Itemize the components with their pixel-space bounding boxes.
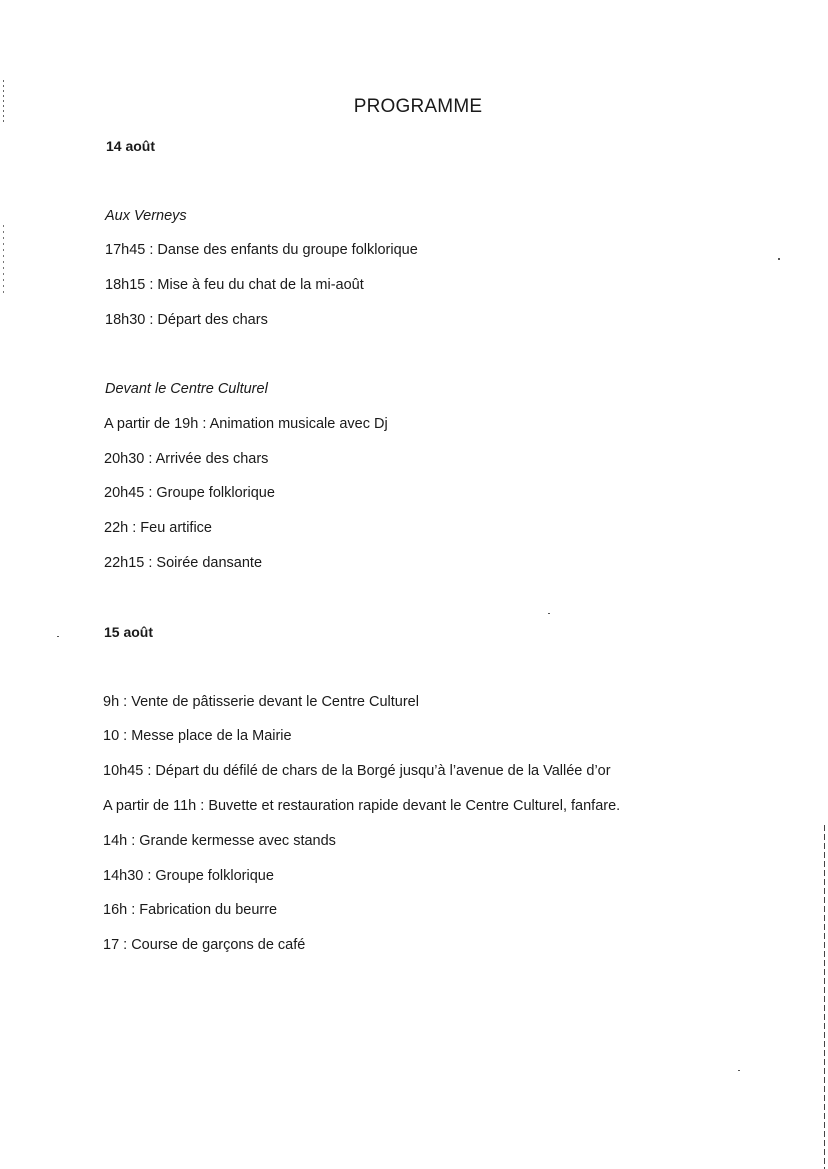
scan-artifact [3, 80, 4, 122]
schedule-item: 10h45 : Départ du défilé de chars de la Borgé jusqu’à l’avenue de la Vallée d’or [103, 763, 611, 779]
schedule-item: 20h45 : Groupe folklorique [104, 485, 275, 501]
day2-date: 15 août [104, 624, 154, 640]
scan-artifact [548, 613, 550, 614]
schedule-item: A partir de 19h : Animation musicale avec Dj [104, 416, 388, 432]
scan-artifact [3, 225, 4, 295]
schedule-item: 17h45 : Danse des enfants du groupe folklorique [105, 242, 418, 258]
scan-artifact [57, 636, 59, 637]
schedule-item: 17 : Course de garçons de café [103, 937, 306, 953]
schedule-item: 16h : Fabrication du beurre [103, 902, 278, 918]
schedule-item: 18h15 : Mise à feu du chat de la mi-août [105, 277, 364, 293]
schedule-item: 10 : Messe place de la Mairie [103, 728, 292, 744]
schedule-item: 18h30 : Départ des chars [105, 312, 268, 328]
schedule-item: 14h30 : Groupe folklorique [103, 868, 274, 884]
scan-artifact [738, 1070, 740, 1071]
schedule-item: 14h : Grande kermesse avec stands [103, 833, 336, 849]
scan-artifact [824, 825, 825, 1169]
day1-venue-centre-culturel: Devant le Centre Culturel [105, 381, 268, 397]
day1-venue-verneys: Aux Verneys [105, 208, 187, 224]
scan-artifact [778, 258, 780, 260]
schedule-item: 22h15 : Soirée dansante [104, 555, 263, 571]
schedule-item: A partir de 11h : Buvette et restauration rapide devant le Centre Culturel, fanfare. [103, 798, 621, 814]
page-title: PROGRAMME [353, 96, 483, 117]
schedule-item: 22h : Feu artifice [104, 520, 212, 536]
schedule-item: 9h : Vente de pâtisserie devant le Centre Culturel [103, 694, 419, 710]
day1-date: 14 août [106, 138, 156, 154]
schedule-item: 20h30 : Arrivée des chars [104, 451, 269, 467]
